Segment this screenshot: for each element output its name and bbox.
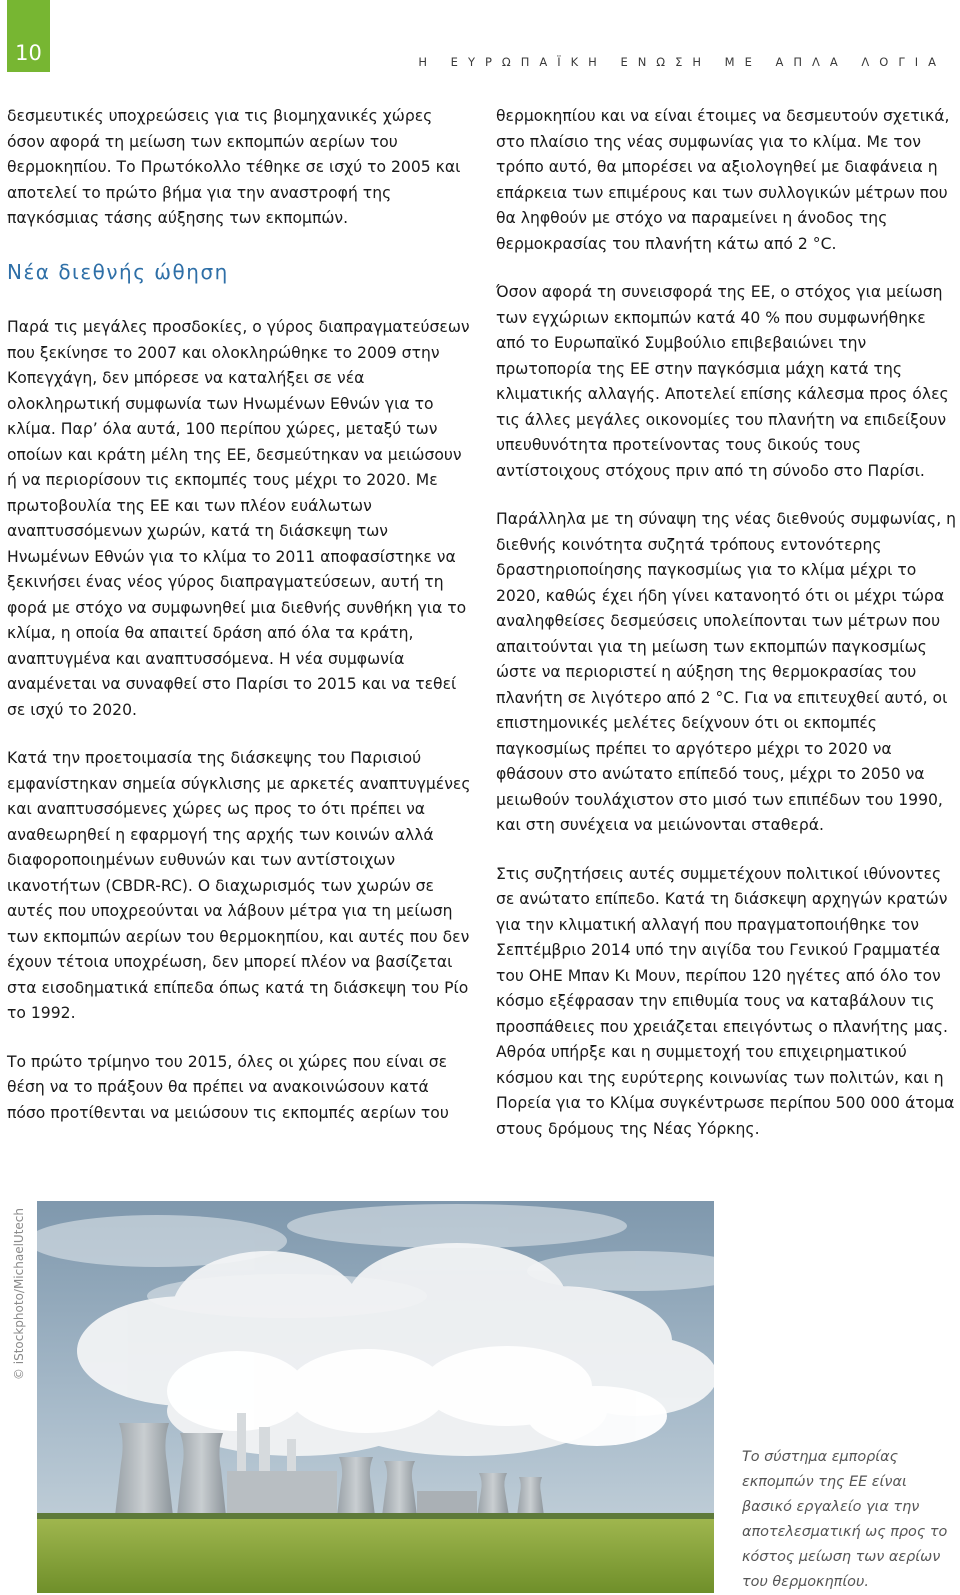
photo-credit: © iStockphoto/MichaelUtech <box>12 1208 26 1381</box>
running-header-title: Η ΕΥΡΩΠΑΪΚΗ ΕΝΩΣΗ ΜΕ ΑΠΛΑ ΛΟΓΙΑ <box>418 55 946 69</box>
body-paragraph: Το πρώτο τρίμηνο του 2015, όλες οι χώρες που είναι σε θέση να το πράξουν θα πρέπει να ανακοινώσουν κατά πόσο προτίθενται να μειώσουν τις εκπομπές αερίων του <box>7 1052 449 1122</box>
left-text-column <box>7 104 472 1149</box>
photo-caption: Το σύστημα εμπορίας εκπομπών της ΕΕ είναι βασικό εργαλείο για την αποτελεσματική ως προς το κόστος μείωση των αερίων του θερμοκηπίου. <box>742 1449 948 1590</box>
section-heading: Νέα διεθνής ώθηση <box>7 259 229 284</box>
right-text-column <box>496 104 956 1165</box>
body-paragraph: Κατά την προετοιμασία της διάσκεψης του Παρισιού εμφανίστηκαν σημεία σύγκλισης με αρκετές αναπτυγμένες και αναπτυσσόμενες χώρες ως προς το ότι πρέπει να αναθεωρηθεί η εφαρμογή της αρχής των κοινών αλλά διαφοροποιημένων ευθυνών και των αντίστοιχων ικανοτήτων (CBDR-RC). Ο διαχωρισμός των χωρών σε αυτές που υποχρεούνται να λάβουν μέτρα για τη μείωση των εκπομπών αερίων του θερμοκηπίου, και αυτές που δεν έχουν τέτοια υποχρέωση, δεν μπορεί πλέον να βασίζεται στα εισοδηματικά επίπεδα όπως κατά τη διάσκεψη του Ρίο το 1992. <box>7 749 471 1022</box>
body-paragraph: Όσον αφορά τη συνεισφορά της ΕΕ, ο στόχος για μείωση των εγχώριων εκπομπών κατά 40 % που συμφωνήθηκε από το Ευρωπαϊκό Συμβούλιο επιβεβαιώνει την πρωτοπορία της ΕΕ στην παγκόσμια μάχη κατά της κλιματικής αλλαγής. Αποτελεί επίσης κάλεσμα προς όλες τις άλλες μεγάλες οικονομίες του πλανήτη να επιδείξουν υπευθυνότητα προτείνοντας τους δικούς τους αντίστοιχους στόχους πριν από τη σύνοδο στο Παρίσι. <box>496 283 949 480</box>
intro-paragraph: δεσμευτικές υποχρεώσεις για τις βιομηχανικές χώρες όσον αφορά τη μείωση των εκπομπών αερίων του θερμοκηπίου. Το Πρωτόκολλο τέθηκε σε ισχύ το 2005 και αποτελεί το πρώτο βήμα για την αναστροφή της παγκόσμιας τάσης αύξησης των εκπομπών. <box>7 107 461 227</box>
body-paragraph: θερμοκηπίου και να είναι έτοιμες να δεσμευτούν σχετικά, στο πλαίσιο της νέας συμφωνίας για το κλίμα. Με τον τρόπο αυτό, θα μπορέσει να αξιολογηθεί με διαφάνεια η επάρκεια των επιμέρους και των συλλογικών μέτρων που θα ληφθούν με στόχο να παραμείνει η άνοδος της θερμοκρασίας του πλανήτη κάτω από 2 °C. <box>496 107 950 253</box>
power-plant-illustration <box>37 1201 714 1593</box>
page-number-badge <box>7 0 50 72</box>
page-number: 10 <box>15 41 42 65</box>
body-paragraph: Στις συζητήσεις αυτές συμμετέχουν πολιτικοί ιθύνοντες σε ανώτατο επίπεδο. Κατά τη διάσκεψη αρχηγών κρατών για την κλιματική αλλαγή που πραγματοποιήθηκε τον Σεπτέμβριο 2014 υπό την αιγίδα του Γενικού Γραμματέα του ΟΗΕ Μπαν Κι Μουν, περίπου 120 ηγέτες από όλο τον κόσμο εξέφρασαν την επιθυμία τους να καταβάλουν τις προσπάθειες που χρειάζεται επειγόντως ο πλανήτης μας. Αθρόα υπήρξε και η συμμετοχή του επιχειρηματικού κόσμου και της ευρύτερης κοινωνίας των πολιτών, και η Πορεία για το Κλίμα συγκέντρωσε περίπου 500 000 άτομα στους δρόμους της Νέας Υόρκης. <box>496 864 955 1138</box>
power-plant-photo <box>37 1201 714 1593</box>
body-paragraph: Παρά τις μεγάλες προσδοκίες, ο γύρος διαπραγματεύσεων που ξεκίνησε το 2007 και ολοκληρώθηκε το 2009 στην Κοπεγχάγη, δεν μπόρεσε να καταλήξει σε νέα ολοκληρωτική συμφωνία των Ηνωμένων Εθνών για το κλίμα. Παρ’ όλα αυτά, 100 περίπου χώρες, μεταξύ των οποίων και κράτη μέλη της ΕΕ, δεσμεύτηκαν να μειώσουν ή να περιορίσουν τις εκπομπές τους μέχρι το 2020. Με πρωτοβουλία της ΕΕ και των πλέον ευάλωτων αναπτυσσόμενων χωρών, κατά τη διάσκεψη των Ηνωμένων Εθνών για το κλίμα το 2011 αποφασίστηκε να ξεκινήσει ένας νέος γύρος διαπραγματεύσεων, αυτή τη φορά με στόχο να συμφωνηθεί μια διεθνής συνθήκη για το κλίμα, η οποία θα απαιτεί δράση από όλα τα κράτη, αναπτυγμένα και αναπτυσσόμενα. Η νέα συμφωνία αναμένεται να συναφθεί στο Παρίσι το 2015 και να τεθεί σε ισχύ το 2020. <box>7 318 470 719</box>
body-paragraph: Παράλληλα με τη σύναψη της νέας διεθνούς συμφωνίας, η διεθνής κοινότητα συζητά τρόπους εντονότερης δραστηριοποίησης παγκοσμίως για το κλίμα μέχρι το 2020, καθώς έχει ήδη γίνει κατανοητό ότι οι μέχρι τώρα αναληφθείσες δεσμεύσεις υπολείπονται των μέτρων που απαιτούνται για τη μείωση των εκπομπών παγκοσμίως ώστε να περιοριστεί η αύξηση της θερμοκρασίας του πλανήτη σε λιγότερο από 2 °C. Για να επιτευχθεί αυτό, οι επιστημονικές μελέτες δείχνουν ότι οι εκπομπές παγκοσμίως πρέπει το αργότερο μέχρι το 2020 να φθάσουν στο ανώτατο επίπεδό τους, μέχρι το 2050 να μειωθούν τουλάχιστον στο μισό των επιπέδων του 1990, και στη συνέχεια να μειώνονται σταθερά. <box>496 510 957 834</box>
photo-credit-wrapper <box>10 1208 32 1388</box>
